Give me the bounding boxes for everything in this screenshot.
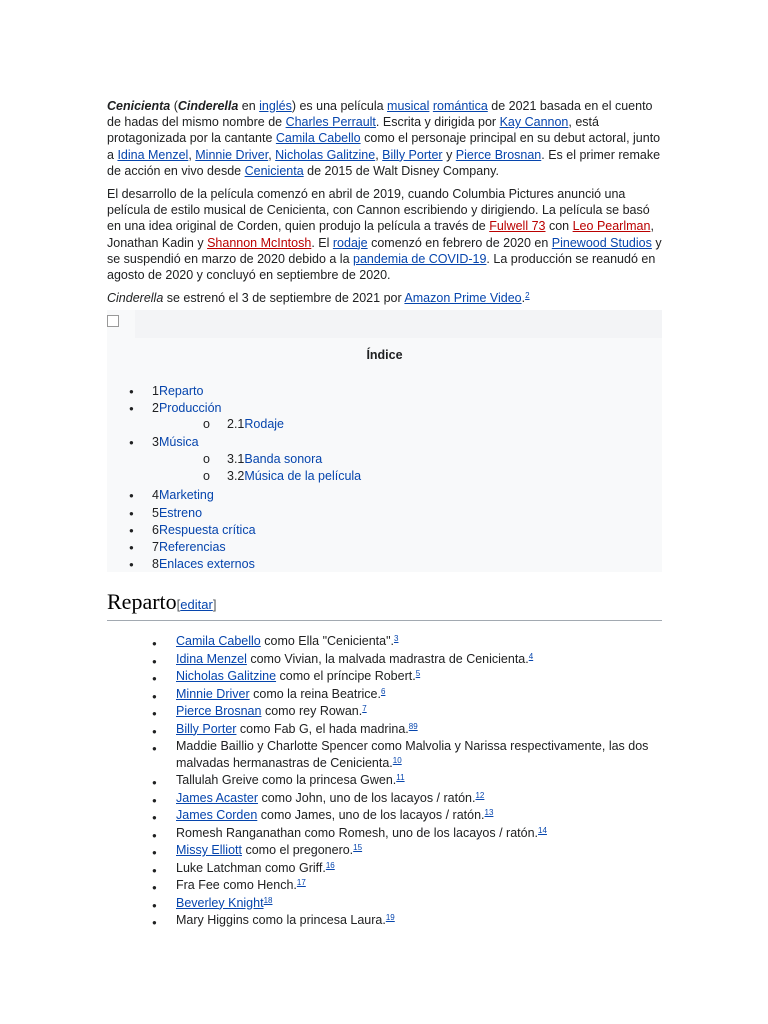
cast-member-link[interactable]: Nicholas Galitzine [176, 669, 277, 683]
cast-role-text: Tallulah Greive como la princesa Gwen. [176, 773, 397, 787]
link-billy-porter[interactable]: Billy Porter [382, 147, 443, 162]
bullet-icon: ● [152, 813, 157, 822]
redlink-leo-pearlman[interactable]: Leo Pearlman [572, 219, 651, 234]
bullet-icon: ● [152, 865, 157, 875]
article-title-en: Cinderella [107, 291, 164, 306]
text: . La producción se reanudó en agosto de 2020 y concluyó en septiembre de 2020. [107, 251, 656, 283]
bullet-icon: ● [152, 674, 157, 683]
cast-list-item [152, 912, 656, 929]
edit-section-link[interactable]: editar [180, 597, 213, 612]
bullet-icon: o [203, 417, 210, 431]
text: . El [311, 235, 333, 250]
text: . Es el primer remake de acción en vivo desde [107, 147, 661, 178]
reference-link[interactable]: 7 [362, 704, 367, 713]
bullet-icon: ● [152, 830, 157, 840]
reference-link[interactable]: 89 [408, 721, 418, 731]
link-idina-menzel[interactable]: Idina Menzel [117, 147, 189, 162]
reference-link[interactable]: 17 [296, 878, 306, 887]
cast-list-item [152, 703, 656, 720]
toc-label[interactable]: Reparto [158, 384, 204, 398]
toc-item-reparto[interactable] [129, 384, 204, 398]
intro-paragraph-2 [107, 186, 662, 283]
bullet-icon: ● [129, 560, 134, 569]
link-minnie-driver[interactable]: Minnie Driver [195, 147, 269, 162]
cast-role-text: como James, uno de los lacayos / ratón. [257, 808, 485, 822]
link-pandemia-covid[interactable]: pandemia de COVID-19 [353, 251, 487, 266]
cast-list-item [152, 721, 656, 738]
bullet-icon: ● [152, 691, 157, 701]
cast-list-item [152, 633, 656, 650]
toc-label[interactable]: Estreno [158, 506, 203, 520]
text: en [238, 99, 260, 113]
toc-toggle-checkbox[interactable] [107, 315, 119, 327]
cast-list [152, 633, 656, 930]
text: . [521, 291, 526, 306]
bullet-icon: ● [129, 404, 134, 413]
intro-paragraph-1 [107, 98, 662, 179]
cast-member-link[interactable]: Idina Menzel [176, 651, 247, 666]
cast-list-item [152, 895, 656, 912]
link-charles-perrault[interactable]: Charles Perrault [285, 115, 376, 130]
bullet-icon: ● [152, 900, 157, 910]
text: , está protagonizada por la cantante [107, 115, 599, 146]
cast-member-link[interactable]: James Acaster [176, 790, 258, 805]
link-cenicienta-2015[interactable]: Cenicienta [244, 163, 304, 178]
reference-link[interactable]: 6 [380, 686, 386, 696]
cast-role-text: como Fab G, el hada madrina. [236, 721, 409, 736]
toc-label[interactable]: Respuesta crítica [158, 523, 256, 537]
toc-item-produccion[interactable] [129, 401, 222, 415]
toc-item-banda-sonora[interactable] [203, 452, 323, 466]
toc-item-musica-pelicula[interactable] [203, 469, 362, 483]
text: El desarrollo de la película comenzó en abril de 2019, cuando Columbia Pictures anunció una película de estilo musical de Cenicienta, con Cannon escribiendo y dirigiendo. La película se basó en una idea original de Corden, quien produjo la película a través de [107, 187, 650, 234]
link-musical[interactable]: musical [387, 99, 430, 113]
bullet-icon: ● [152, 778, 157, 787]
cast-list-item [152, 807, 656, 824]
cast-role-text: Romesh Ranganathan como Romesh, uno de los lacayos / ratón. [176, 825, 539, 840]
text: de 2021 basada en el cuento de hadas del mismo nombre de [107, 99, 653, 130]
toc-item-musica[interactable] [129, 435, 199, 449]
bullet-icon: ● [152, 848, 157, 857]
bullet-icon: o [203, 469, 210, 483]
text: , Jonathan Kadin y [107, 219, 654, 250]
toc-number: 3 [152, 435, 159, 449]
reference-link[interactable]: 3 [394, 634, 399, 643]
toc-number: 4 [152, 488, 159, 502]
toc-label[interactable]: Producción [158, 401, 222, 415]
cast-member-link[interactable]: Billy Porter [176, 721, 237, 736]
toc-number: 1 [152, 384, 159, 398]
link-romantica[interactable]: romántica [432, 99, 488, 113]
redlink-shannon-mcintosh[interactable]: Shannon McIntosh [207, 235, 312, 250]
bullet-icon: ● [129, 543, 134, 552]
toc-number: 3.1 [227, 452, 245, 466]
reference-link[interactable]: 12 [475, 790, 485, 800]
cast-role-text: como Vivian, la malvada madrastra de Cenicienta. [246, 651, 529, 666]
bullet-icon: ● [129, 509, 134, 518]
link-amazon-prime-video[interactable]: Amazon Prime Video [404, 291, 522, 306]
reference-link[interactable]: 14 [538, 825, 547, 835]
bullet-icon: ● [152, 726, 157, 736]
text: comenzó en febrero de 2020 en [367, 235, 552, 250]
edit-bracket-open: [ [176, 597, 181, 612]
link-ingles[interactable]: inglés [259, 99, 292, 113]
text: de 2015 de Walt Disney Company. [303, 163, 499, 178]
cast-list-item [152, 877, 656, 894]
bullet-icon: ● [152, 639, 157, 648]
text: se estrenó el 3 de septiembre de 2021 por [163, 291, 405, 306]
reference-link[interactable]: 5 [415, 669, 421, 678]
toc-number: 3.2 [227, 469, 245, 483]
cast-list-item [152, 790, 656, 807]
toc-item-marketing[interactable] [129, 488, 214, 502]
bullet-icon: ● [152, 656, 157, 666]
link-nicholas-galitzine[interactable]: Nicholas Galitzine [275, 147, 376, 162]
table-of-contents [107, 310, 662, 572]
toc-number: 8 [152, 557, 159, 571]
toc-label[interactable]: Banda sonora [244, 452, 323, 466]
link-rodaje[interactable]: rodaje [332, 235, 368, 250]
toc-item-referencias[interactable] [129, 540, 226, 554]
cast-role-text: Mary Higgins como la princesa Laura. [176, 913, 386, 927]
toc-number: 2 [152, 401, 159, 415]
cast-list-item [152, 686, 656, 703]
toc-number: 5 [152, 506, 159, 520]
bullet-icon: o [203, 452, 210, 466]
cast-list-item [152, 738, 656, 771]
section-title: Reparto [107, 589, 177, 614]
cast-list-item [152, 772, 656, 789]
text: ) es una película [291, 99, 388, 113]
cast-member-link[interactable]: Beverley Knight [176, 895, 264, 910]
edit-bracket-close: ] [212, 597, 217, 612]
reference-link[interactable]: 16 [325, 860, 335, 870]
bullet-icon: ● [152, 709, 157, 718]
toc-label[interactable]: Enlaces externos [158, 557, 255, 571]
article-body [107, 98, 662, 313]
bullet-icon: ● [129, 526, 134, 535]
text: , [188, 147, 196, 162]
toc-item-enlaces-externos[interactable] [129, 557, 255, 571]
toc-item-rodaje[interactable] [203, 417, 285, 431]
text: y se suspendió en marzo de 2020 debido a la [107, 235, 662, 266]
cast-list-item [152, 668, 656, 685]
cast-member-link[interactable]: Camila Cabello [176, 634, 261, 648]
cast-list-item [152, 842, 656, 859]
toc-item-estreno[interactable] [129, 506, 203, 520]
cast-role-text: Fra Fee como Hench. [176, 878, 297, 892]
bullet-icon: ● [152, 883, 157, 892]
cast-role-text: como John, uno de los lacayos / ratón. [257, 790, 476, 805]
article-title-es: Cenicienta [107, 99, 171, 113]
toc-item-respuesta-critica[interactable] [129, 523, 256, 537]
text: , [375, 147, 383, 162]
reference-link[interactable]: 15 [353, 843, 363, 852]
toc-number: 2.1 [227, 417, 245, 431]
bullet-icon: ● [129, 438, 134, 447]
link-kay-cannon[interactable]: Kay Cannon [499, 115, 569, 130]
text: . Escrita y dirigida por [375, 115, 500, 130]
toc-label[interactable]: Marketing [158, 488, 214, 502]
toc-title: Índice [366, 348, 403, 362]
bullet-icon: ● [129, 387, 134, 396]
link-camila-cabello[interactable]: Camila Cabello [275, 131, 361, 146]
toc-number: 6 [152, 523, 159, 537]
text: con [545, 219, 573, 234]
reference-link[interactable]: 13 [484, 808, 494, 817]
link-pierce-brosnan[interactable]: Pierce Brosnan [455, 147, 542, 162]
reference-link[interactable]: 10 [392, 755, 402, 765]
intro-paragraph-3 [107, 290, 662, 306]
toc-header-bar [135, 310, 662, 338]
cast-role-text: como rey Rowan. [261, 704, 363, 718]
cast-list-item [152, 651, 656, 668]
bullet-icon: ● [129, 491, 134, 500]
reference-link[interactable]: 2 [525, 291, 530, 301]
cast-list-item [152, 860, 656, 877]
cast-role-text: como Ella "Cenicienta". [260, 634, 395, 648]
toc-label[interactable]: Referencias [158, 540, 226, 554]
bullet-icon: ● [152, 795, 157, 805]
toc-number: 7 [152, 540, 159, 554]
toc-label[interactable]: Música de la película [244, 469, 362, 483]
cast-member-link[interactable]: James Corden [176, 808, 258, 822]
cast-role-text: Maddie Baillio y Charlotte Spencer como Malvolia y Narissa respectivamente, las dos malvadas hermanastras de Cenicienta. [176, 739, 649, 770]
text: ( [170, 99, 178, 113]
cast-role-text: como el pregonero. [241, 843, 354, 857]
bullet-icon: ● [152, 918, 157, 927]
cast-role-text: como el príncipe Robert. [276, 669, 416, 683]
toc-label[interactable]: Rodaje [244, 417, 285, 431]
bullet-icon: ● [152, 744, 157, 753]
text: , [268, 147, 276, 162]
reference-link[interactable]: 19 [385, 913, 395, 922]
cast-role-text: como la reina Beatrice. [249, 686, 381, 701]
reference-link[interactable]: 18 [263, 895, 273, 905]
cast-role-text: Luke Latchman como Griff. [176, 860, 326, 875]
reference-link[interactable]: 11 [396, 773, 405, 782]
cast-list-item [152, 825, 656, 842]
cast-member-link[interactable]: Minnie Driver [176, 686, 250, 701]
text: y [442, 147, 456, 162]
reference-link[interactable]: 4 [528, 651, 534, 661]
text: como el personaje principal en su debut actoral, junto a [107, 131, 661, 162]
cast-member-link[interactable]: Missy Elliott [176, 843, 242, 857]
link-pinewood-studios[interactable]: Pinewood Studios [551, 235, 652, 250]
section-heading-reparto [107, 588, 662, 621]
cast-member-link[interactable]: Pierce Brosnan [176, 704, 262, 718]
article-title-en: Cinderella [177, 99, 239, 113]
redlink-fulwell-73[interactable]: Fulwell 73 [489, 219, 546, 234]
toc-label[interactable]: Música [158, 435, 199, 449]
